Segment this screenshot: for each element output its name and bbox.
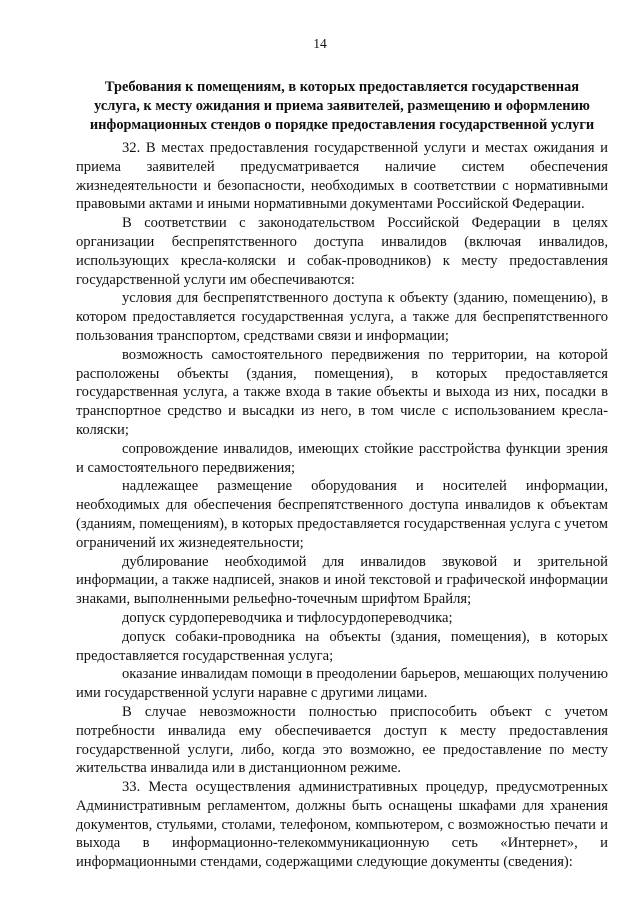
paragraph: В случае невозможности полностью приспособить объект с учетом потребности инвалида ему обеспечивается доступ к месту предоставления государственной услуги, либо, когда это возможно, ее предоставление по месту жительства инвалида или в дистанционном режиме.	[76, 703, 608, 777]
list-item: дублирование необходимой для инвалидов звуковой и зрительной информации, а также надписей, знаков и иной текстовой и графической информации знаками, выполненными рельефно-точечным шрифтом Брайля;	[76, 553, 608, 608]
list-item: допуск сурдопереводчика и тифлосурдопереводчика;	[122, 609, 453, 626]
list-item: возможность самостоятельного передвижения по территории, на которой расположены объекты (здания, помещения), в которых предоставляется государственная услуга, а также входа в такие объекты и выхода из них, посадки в транспортное средство и высадки из него, в том числе с использованием кресла-коляски;	[76, 346, 608, 438]
document-body	[76, 139, 608, 872]
heading-line: Требования к помещениям, в которых предоставляется государственная	[104, 79, 580, 95]
list-item: надлежащее размещение оборудования и носителей информации, необходимых для обеспечения беспрепятственного доступа инвалидов к объектам (зданиям, помещениям), в которых предоставляется государственная услуга с учетом ограничений их жизнедеятельности;	[76, 478, 608, 551]
paragraph-32: 32. В местах предоставления государственной услуги и местах ожидания и приема заявителей предусматривается наличие систем обеспечения жизнедеятельности и безопасности, необходимых в соответствии с нормативными правовыми актами и иными нормативными документами Российской Федерации.	[76, 140, 608, 213]
section-heading	[76, 78, 608, 135]
list-item: допуск собаки-проводника на объекты (здания, помещения), в которых предоставляется государственная услуга;	[76, 628, 608, 664]
list-item: оказание инвалидам помощи в преодолении барьеров, мешающих получению ими государственной услуги наравне с другими лицами.	[76, 666, 608, 702]
paragraph: В соответствии с законодательством Российской Федерации в целях организации беспрепятственного доступа инвалидов (включая инвалидов, использующих кресла-коляски и собак-проводников) к месту предоставления государственной услуги им обеспечиваются:	[76, 215, 608, 288]
heading-line: информационных стендов о порядке предоставления государственной услуги	[89, 117, 595, 133]
heading-line: услуга, к месту ожидания и приема заявителей, размещению и оформлению	[94, 98, 590, 114]
list-item: условия для беспрепятственного доступа к объекту (зданию, помещению), в котором предоставляется государственная услуга, а также для беспрепятственного пользования транспортом, средствами связи и информации;	[76, 290, 608, 344]
page-number: 14	[313, 36, 327, 51]
list-item: сопровождение инвалидов, имеющих стойкие расстройства функции зрения и самостоятельного передвижения;	[76, 440, 608, 476]
paragraph-33: 33. Места осуществления административных процедур, предусмотренных Административным регламентом, должны быть оснащены шкафами для хранения документов, стульями, столами, телефоном, компьютером, с возможностью печати и выхода в информационно-телекоммуникационную сеть «Интернет», и информационными стендами, содержащими следующие документы (сведения):	[76, 779, 608, 871]
